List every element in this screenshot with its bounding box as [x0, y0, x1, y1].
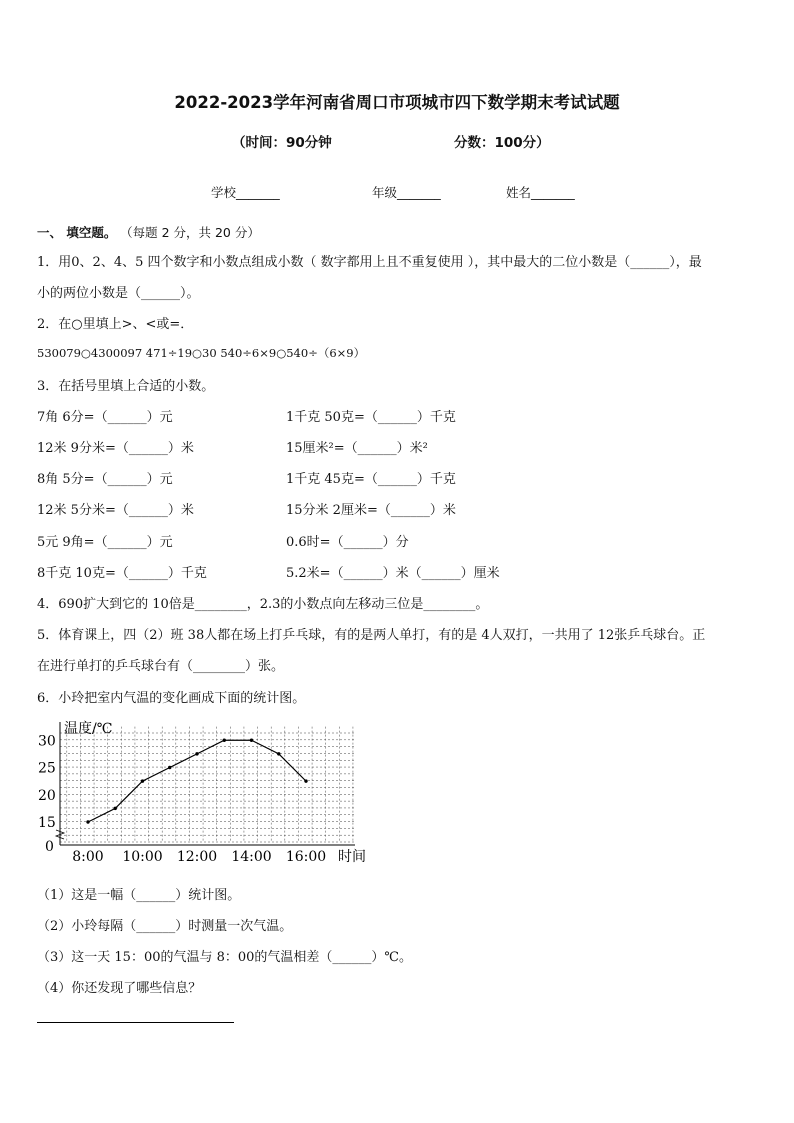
origin-label: 0: [45, 839, 54, 855]
q3-row6-left: 8千克 10克=（______）千克: [37, 566, 207, 581]
q3-row4-left: 12米 5分米=（______）米: [37, 503, 194, 518]
name-field: 姓名_______: [506, 185, 575, 200]
q3-row1-right: 1千克 50克=（______）千克: [286, 410, 456, 425]
data-point: [304, 779, 307, 782]
answer-line: [37, 1022, 234, 1023]
section-title: 一、 填空题。: [37, 225, 117, 240]
q3-intro: 3．在括号里填上合适的小数。: [37, 379, 215, 394]
data-point: [114, 807, 117, 810]
axis-break-symbol: [56, 830, 64, 839]
data-point: [168, 766, 171, 769]
y-tick-label: 25: [38, 760, 56, 777]
data-point: [250, 739, 253, 742]
x-tick-label: 16:00: [285, 849, 327, 865]
q2-line1: 2．在○里填上>、<或=．: [37, 317, 194, 332]
q3-row2-right: 15厘米²=（______）米²: [286, 441, 428, 456]
q6-sub4: （4）你还发现了哪些信息？: [37, 981, 202, 996]
q3-row5-right: 0.6时=（______）分: [286, 535, 409, 550]
temperature-line-chart: [37, 712, 377, 870]
grade-field: 年级_______: [372, 185, 441, 200]
exam-time: （时间：90分钟: [232, 135, 332, 151]
q6-intro: 6．小玲把室内气温的变化画成下面的统计图。: [37, 691, 306, 706]
q1-line2: 小的两位小数是（______）。: [37, 286, 200, 301]
x-tick-label: 10:00: [122, 849, 163, 865]
data-point: [141, 779, 144, 782]
data-point: [86, 820, 89, 823]
q3-row5-left: 5元 9角=（______）元: [37, 535, 173, 550]
q6-sub3: （3）这一天 15：00的气温与 8：00的气温相差（______）℃。: [37, 950, 412, 965]
q2-line2: 530079○4300097 471÷19○30 540÷6×9○540÷（6×9）: [37, 346, 366, 360]
q5-line2: 在进行单打的乒乓球台有（________）张。: [37, 659, 285, 674]
q3-row2-left: 12米 9分米=（______）米: [37, 441, 194, 456]
x-tick-label: 14:00: [231, 849, 272, 865]
chart-grid: [60, 727, 355, 842]
q3-row1-left: 7角 6分=（______）元: [37, 410, 173, 425]
chart-axes: [56, 722, 355, 845]
q6-sub1: （1）这是一幅（______）统计图。: [37, 888, 241, 903]
exam-score: 分数：100分）: [454, 135, 550, 151]
data-point: [277, 752, 280, 755]
section-note: （每题 2 分，共 20 分）: [126, 225, 260, 240]
q4-line1: 4．690扩大到它的 10倍是________，2.3的小数点向左移动三位是________。: [37, 597, 489, 612]
q3-row6-right: 5.2米=（______）米（______）厘米: [286, 566, 500, 581]
x-tick-label: 8:00: [72, 849, 104, 865]
x-tick-label: 12:00: [176, 849, 218, 865]
y-axis-label: 温度/℃: [64, 721, 113, 737]
school-field: 学校_______: [211, 185, 280, 200]
q5-line1: 5．体育课上，四（2）班 38人都在场上打乒乓球，有的是两人单打，有的是 4人双打，一共用了 12张乒乓球台。正: [37, 628, 706, 643]
data-point: [223, 739, 226, 742]
q1-line1: 1．用0、2、4、5 四个数字和小数点组成小数（ 数字都用上且不重复使用 ），其中最大的二位小数是（______），最: [37, 255, 702, 270]
y-tick-label: 15: [38, 815, 56, 831]
q3-row3-left: 8角 5分=（______）元: [37, 472, 173, 487]
data-point: [195, 752, 198, 755]
x-axis-label: 时间: [338, 849, 366, 865]
y-tick-label: 30: [38, 733, 56, 750]
q3-row3-right: 1千克 45克=（______）千克: [286, 472, 456, 487]
page-title: 2022-2023学年河南省周口市项城市四下数学期末考试试题: [174, 93, 620, 112]
y-tick-label: 20: [38, 787, 56, 804]
q6-sub2: （2）小玲每隔（______）时测量一次气温。: [37, 919, 293, 934]
q3-row4-right: 15分米 2厘米=（______）米: [286, 503, 456, 518]
section-heading: [37, 223, 260, 241]
